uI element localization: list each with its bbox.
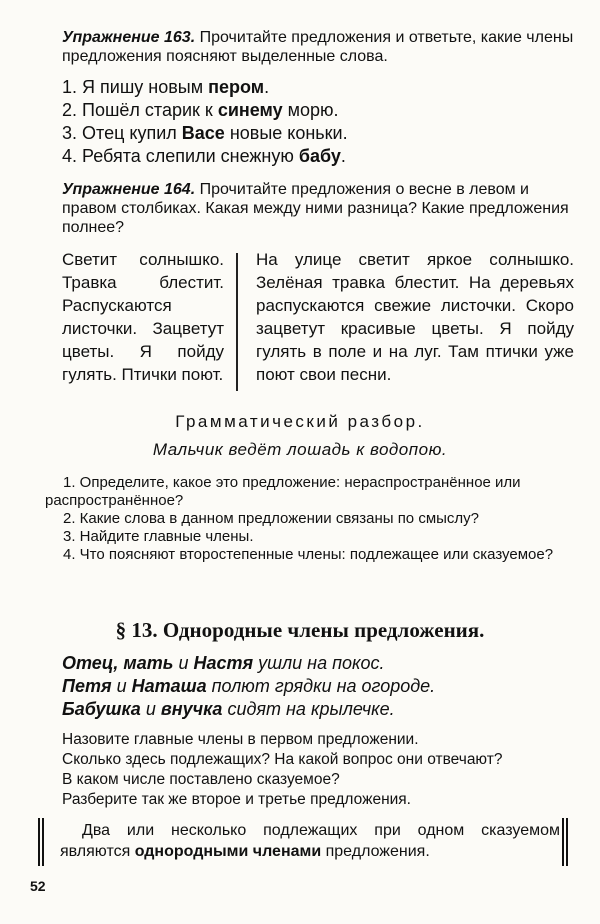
- list-item: 3. Найдите главные члены.: [63, 528, 254, 545]
- list-item: 4. Ребята слепили снежную бабу.: [62, 146, 346, 166]
- list-item: 1. Я пишу новым пером.: [62, 77, 270, 97]
- highlighted-word: пером: [208, 77, 265, 97]
- exercise-164-instruction: [62, 180, 577, 237]
- list-item: 2. Какие слова в данном предложении связаны по смыслу?: [63, 510, 480, 527]
- exercise-163-instruction: [62, 28, 577, 66]
- left-column-text: Светит солнышко. Травка блестит. Распускаются листочки. Зацветут цветы. Я пойду гулять. Птички поют.: [62, 250, 224, 384]
- exercise-164-text: Прочитайте предложения о весне в левом и правом столбиках. Какая между ними разница? Какие предложения полнее?: [62, 181, 569, 236]
- section-title: § 13. Однородные члены предложения.: [115, 618, 485, 642]
- question-line: Назовите главные члены в первом предложении.: [62, 731, 419, 748]
- section-questions: [62, 730, 577, 810]
- exercise-163-label: Упражнение 163.: [62, 29, 196, 46]
- highlighted-word: Васе: [181, 123, 225, 143]
- example-sentence: Отец, мать и Настя ушли на покос.: [62, 653, 385, 673]
- rule-right-bar: [566, 818, 568, 866]
- column-divider: [236, 253, 238, 391]
- example-sentence: Петя и Наташа полют грядки на огороде.: [62, 676, 436, 696]
- exercise-163-text: Прочитайте предложения и ответьте, какие члены предложения поясняют выделенные слова.: [62, 29, 574, 65]
- list-item: 3. Отец купил Васе новые коньки.: [62, 123, 348, 143]
- question-line: Сколько здесь подлежащих? На какой вопрос они отвечают?: [62, 751, 503, 768]
- page-number: 52: [30, 878, 46, 894]
- example-sentence: Бабушка и внучка сидят на крылечке.: [62, 699, 395, 719]
- list-item: 4. Что поясняют второстепенные члены: подлежащее или сказуемое?: [63, 546, 554, 563]
- list-item: 2. Пошёл старик к синему морю.: [62, 100, 339, 120]
- rule-left-bar: [38, 818, 40, 866]
- rule-left-bar: [42, 818, 44, 866]
- grammar-title: Грамматический разбор.: [175, 412, 425, 431]
- right-column-text: На улице светит яркое солнышко. Зелёная травка блестит. На деревьях распускаются свежие листочки. Скоро зацветут красивые цветы. Я пойду гулять в поле и на луг. Там птички уже поют свои песни.: [256, 250, 574, 384]
- exercise-163-list: [62, 76, 577, 168]
- section-examples: [62, 652, 577, 721]
- rule-term: однородными членами: [134, 843, 322, 860]
- rule-text: Два или несколько подлежащих при одном сказуемом являются однородными членами предложения.: [60, 822, 560, 860]
- exercise-164-label: Упражнение 164.: [62, 181, 196, 198]
- question-line: Разберите так же второе и третье предложения.: [62, 791, 411, 808]
- rule-right-bar: [562, 818, 564, 866]
- grammar-sentence: Мальчик ведёт лошадь к водопою.: [152, 440, 448, 459]
- highlighted-word: синему: [217, 100, 283, 120]
- grammar-questions: [45, 474, 575, 564]
- highlighted-word: бабу: [298, 146, 341, 166]
- question-line: В каком числе поставлено сказуемое?: [62, 771, 340, 788]
- list-item: 1. Определите, какое это предложение: нераспространённое или распространённое?: [45, 474, 521, 509]
